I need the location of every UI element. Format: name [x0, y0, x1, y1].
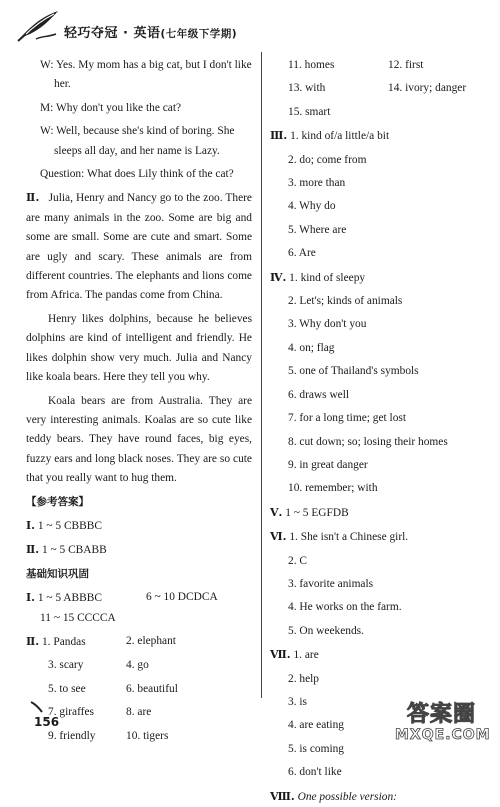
dialog-cont: her. [54, 78, 71, 91]
watermark-url: MXQE.COM [395, 727, 491, 743]
question-line [26, 165, 252, 184]
answer-line [270, 787, 492, 807]
answer-text: 1 ~ 5 CBBBC [37, 519, 102, 532]
passage-paragraph: Koala bears are from Australia. They are very interesting animals. Koalas are so cute like teddy bears. They have round faces, big eyes, fuzzy ears and long black noses. They are so cute that you really want to hug them. [26, 394, 252, 485]
answer-line [270, 645, 492, 665]
passage-paragraph: Henry likes dolphins, because he believes dolphins are kind of intelligent and friendly. He likes dolphin show very much. Julia and Nancy like koala bears. Here they tell you why. [26, 312, 252, 384]
answer-row [270, 56, 492, 75]
answer-line [270, 126, 492, 146]
section-number: Ⅶ. [270, 648, 291, 662]
answer-item: 6. don't like [288, 766, 342, 779]
section-number: Ⅲ. [270, 129, 288, 143]
dialog-text: Why don't you like the cat? [55, 101, 182, 114]
dialog-cont: sleeps all day, and her name is Lazy. [54, 144, 220, 157]
answer-line [26, 516, 252, 536]
answer-item: 4. are eating [288, 719, 344, 732]
answer-item: 2. help [288, 672, 320, 685]
answer-item: 5. On weekends. [288, 624, 364, 637]
answer-item: 8. cut down; so; losing their homes [288, 435, 448, 448]
watermark-text: 答案圈 [407, 702, 477, 727]
answer-item: 1. Pandas [41, 635, 86, 648]
section-number: Ⅰ. [26, 591, 35, 605]
dialog-line [26, 122, 252, 141]
answer-item: 5. is coming [288, 742, 345, 755]
left-column [26, 56, 252, 746]
section-number: Ⅱ. [26, 543, 40, 557]
answer-item: 1. kind of/a little/a bit [290, 130, 390, 143]
answer-item: 2. elephant [126, 634, 176, 647]
answer-line [270, 527, 492, 547]
answer-line: 11 ~ 15 CCCCA [40, 611, 116, 624]
answer-item: 1 ~ 5 EGFDB [285, 506, 349, 519]
answer-item: 13. with [288, 82, 326, 95]
answer-row [26, 703, 252, 722]
book-title [64, 22, 237, 41]
passage-text: Julia, Henry and Nancy go to the zoo. There are many animals in the zoo. Some are big and some are small. Some are cute and smart. Some are ugly and scary. These animals are from different countries. The elephants and lions come from Africa. The pandas come from China. [26, 192, 252, 302]
section-number: Ⅴ. [270, 505, 283, 519]
answer-item: 5. to see [48, 682, 86, 695]
answer-item: 4. on; flag [288, 341, 335, 354]
answer-item: 7. giraffes [48, 706, 94, 719]
answer-line [270, 268, 492, 288]
section-number: Ⅱ. [26, 191, 40, 205]
speaker: W: [40, 59, 54, 71]
answer-item: One possible version: [297, 790, 397, 803]
answer-line [26, 540, 252, 560]
speaker: Question: [40, 168, 85, 181]
answer-item: 2. do; come from [288, 153, 367, 166]
dialog-line [26, 99, 252, 118]
answer-item: 10. tigers [126, 729, 169, 742]
answer-row [26, 727, 252, 746]
section-number: Ⅷ. [270, 789, 295, 803]
answer-heading: 【参考答案】 [26, 495, 89, 508]
section-number: Ⅰ. [26, 518, 35, 532]
answer-row [26, 632, 252, 652]
feather-pen-logo-icon [16, 8, 62, 42]
answer-item: 5. Where are [288, 223, 347, 236]
book-title-main: 轻巧夺冠 · 英语 [64, 26, 161, 41]
answer-text: 6 ~ 10 DCDCA [146, 591, 218, 604]
speaker: M: [40, 101, 54, 114]
column-divider [261, 52, 262, 698]
answer-item: 1. kind of sleepy [289, 271, 366, 284]
answer-item: 10. remember; with [288, 482, 378, 495]
answer-item: 3. favorite animals [288, 577, 374, 590]
answer-item: 4. He works on the farm. [288, 601, 402, 614]
section-number: Ⅳ. [270, 270, 287, 284]
answer-item: 6. Are [288, 247, 316, 260]
answer-item: 1. She isn't a Chinese girl. [289, 531, 409, 544]
answer-item: 14. ivory; danger [388, 82, 467, 95]
answer-item: 6. draws well [288, 388, 350, 401]
answer-item: 6. beautiful [126, 682, 178, 695]
right-column [270, 56, 492, 807]
passage-paragraph [26, 188, 252, 305]
section-number: Ⅱ. [26, 634, 40, 648]
answer-item: 9. friendly [48, 729, 96, 742]
answer-item: 8. are [126, 706, 152, 719]
answer-item: 12. first [388, 59, 424, 71]
answer-item: 7. for a long time; get lost [288, 412, 406, 425]
dialog-text: Yes. My mom has a big cat, but I don't like [55, 59, 252, 71]
answer-item: 3. Why don't you [288, 318, 367, 331]
answer-item: 3. more than [288, 177, 346, 190]
answer-item: 15. smart [288, 105, 331, 118]
answer-item: 9. in great danger [288, 458, 368, 471]
answer-item: 1. are [293, 649, 319, 662]
answer-item: 5. one of Thailand's symbols [288, 365, 419, 378]
answer-item: 3. scary [48, 659, 84, 672]
answer-item: 2. Let's; kinds of animals [288, 295, 403, 308]
answer-item: 3. is [288, 695, 307, 708]
book-title-sub: (七年级下学期) [160, 28, 238, 40]
answer-item: 11. homes [288, 59, 335, 71]
answer-item: 2. C [288, 554, 307, 567]
answer-item: 4. go [126, 659, 149, 672]
answer-item: 4. Why do [288, 200, 336, 213]
answer-text: 1 ~ 5 CBABB [41, 544, 107, 557]
answer-row [270, 79, 492, 98]
speaker: W: [40, 125, 54, 138]
answer-row [26, 680, 252, 699]
page-corner-mark-icon [30, 700, 44, 714]
watermark-logo [395, 697, 497, 749]
answer-line [270, 503, 492, 523]
dialog-text: Well, because she's kind of boring. She [56, 125, 235, 138]
basic-heading: 基础知识巩固 [26, 567, 89, 580]
page-number: 156 [34, 715, 60, 729]
page-header [0, 0, 500, 50]
question-text: What does Lily think of the cat? [86, 168, 234, 181]
answer-text: 1 ~ 5 ABBBC [37, 592, 102, 605]
answer-row [26, 656, 252, 675]
section-number: Ⅵ. [270, 530, 287, 544]
dialog-line [26, 56, 252, 75]
answer-line [26, 588, 252, 608]
